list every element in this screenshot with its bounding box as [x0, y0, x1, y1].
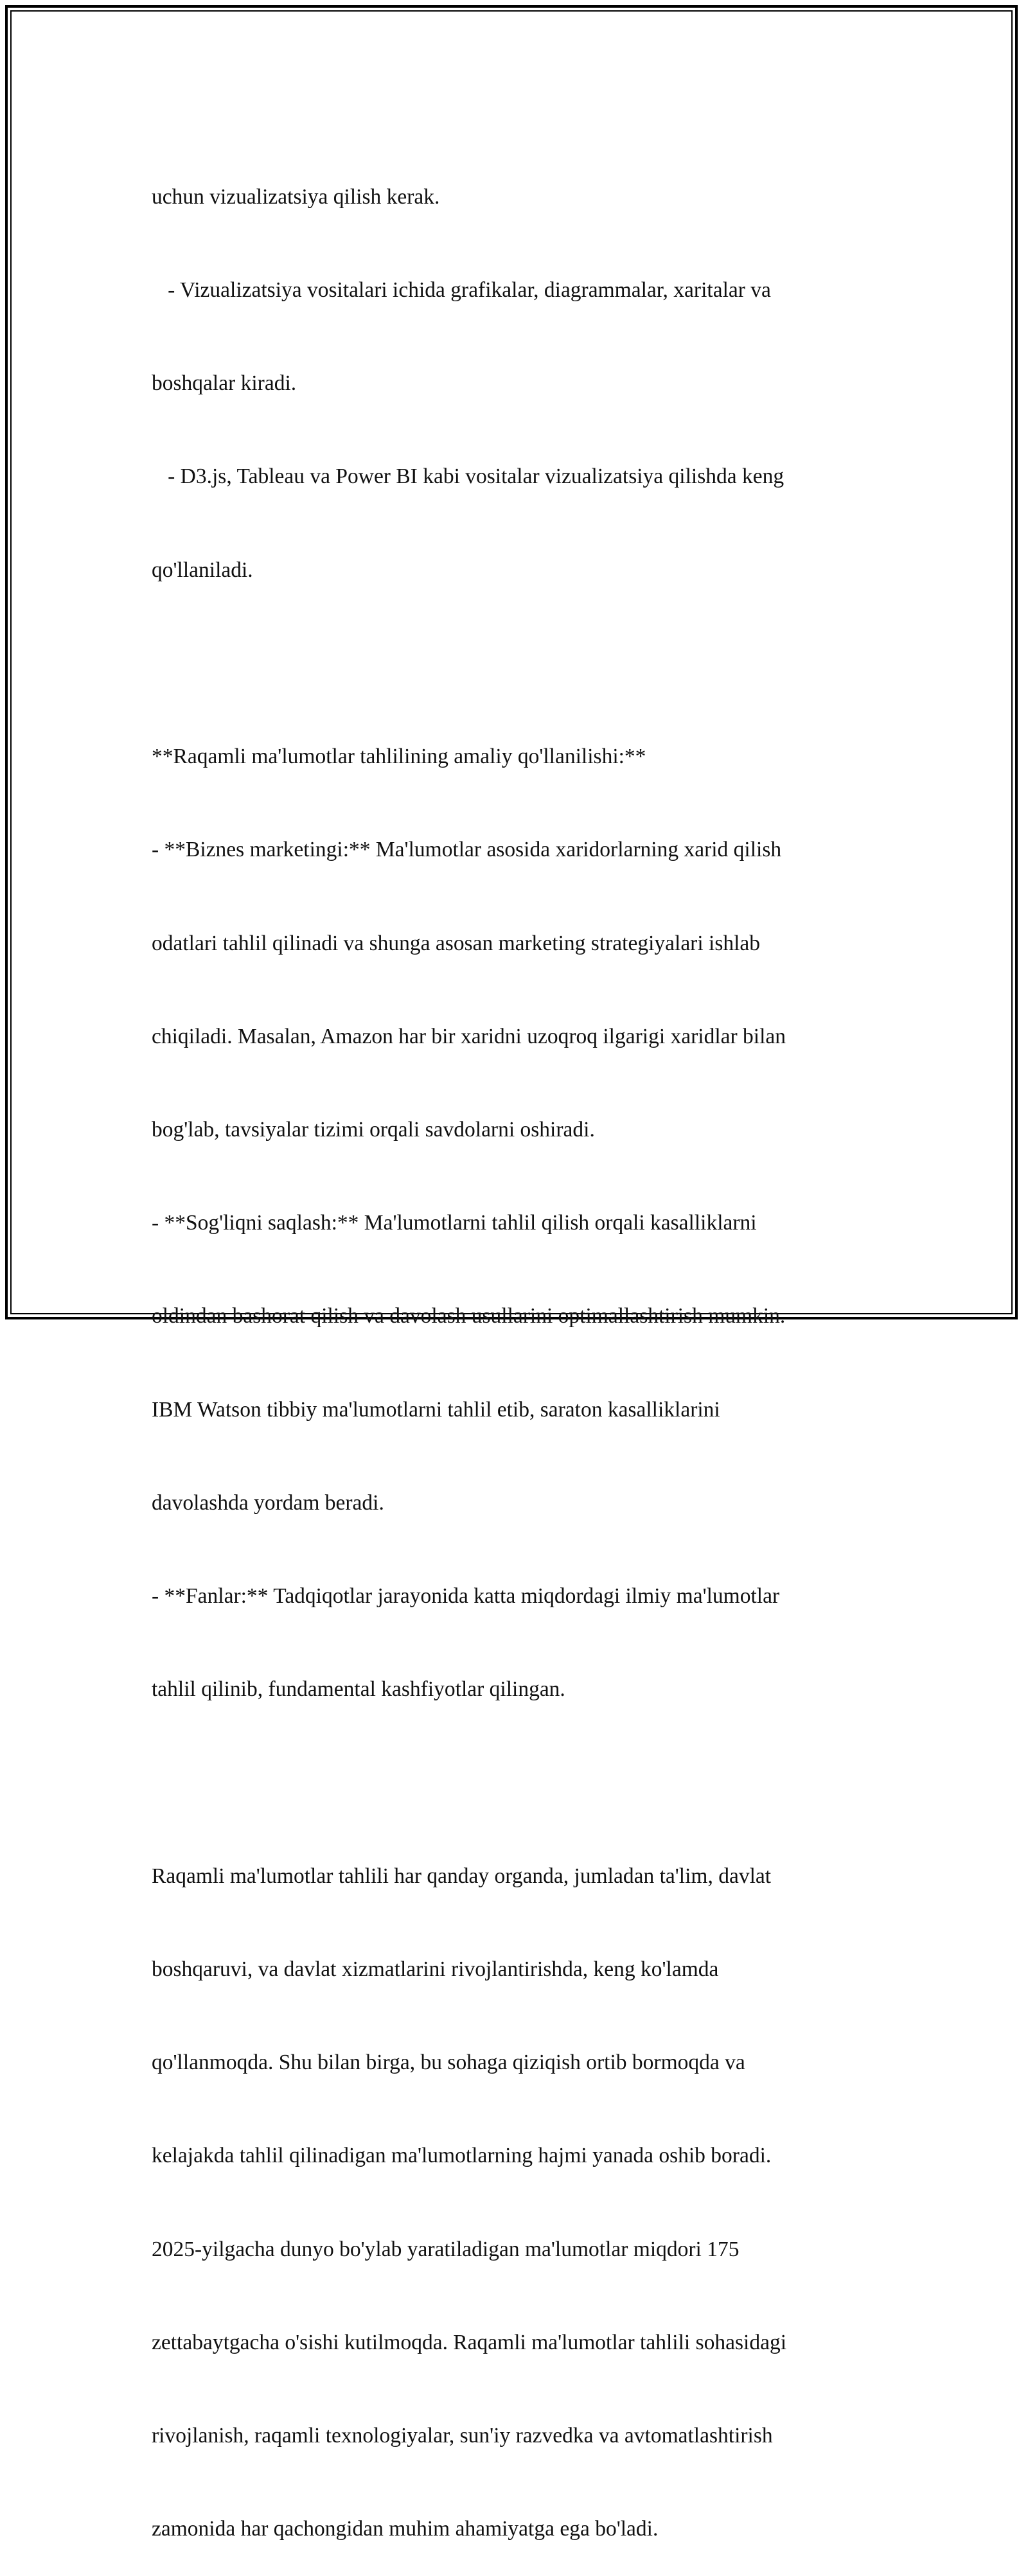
text-line: Raqamli ma'lumotlar tahlili har qanday organda, jumladan ta'lim, davlat [152, 1864, 772, 1888]
text-line: uchun vizualizatsiya qilish kerak. [152, 184, 440, 209]
text-line: tahlil qilinib, fundamental kashfiyotlar qilingan. [152, 1677, 565, 1702]
text-line: oldindan bashorat qilish va davolash usullarini optimallashtirish mumkin. [152, 1304, 786, 1328]
text-line: kelajakda tahlil qilinadigan ma'lumotlarning hajmi yanada oshib boradi. [152, 2144, 772, 2168]
text-line: - **Fanlar:** Tadqiqotlar jarayonida katta miqdordagi ilmiy ma'lumotlar [152, 1584, 780, 1609]
text-line: - **Biznes marketingi:** Ma'lumotlar asosida xaridorlarning xarid qilish [152, 838, 782, 862]
text-line: 2025-yilgacha dunyo bo'ylab yaratiladigan ma'lumotlar miqdori 175 [152, 2237, 740, 2261]
text-line: boshqaruvi, va davlat xizmatlarini rivojlantirishda, keng ko'lamda [152, 1957, 719, 1981]
text-line: - Vizualizatsiya vositalari ichida grafikalar, diagrammalar, xaritalar va [152, 278, 771, 303]
text-line: odatlari tahlil qilinadi va shunga asosan marketing strategiyalari ishlab [152, 931, 761, 955]
blank-line [152, 1768, 878, 1799]
text-line: boshqalar kiradi. [152, 371, 297, 396]
text-line: qo'llanmoqda. Shu bilan birga, bu sohaga qiziqish ortib bormoqda va [152, 2051, 745, 2075]
section-heading: **Raqamli ma'lumotlar tahlilining amaliy qo'llanilishi:** [152, 745, 646, 769]
text-line: bog'lab, tavsiyalar tizimi orqali savdolarni oshiradi. [152, 1117, 595, 1142]
text-line: davolashda yordam beradi. [152, 1490, 384, 1515]
document-body [152, 119, 878, 2576]
text-line: zettabaytgacha o'sishi kutilmoqda. Raqamli ma'lumotlar tahlili sohasidagi [152, 2330, 787, 2354]
text-line: - **Sog'liqni saqlash:** Ma'lumotlarni tahlil qilish orqali kasalliklarni [152, 1211, 757, 1235]
text-line: - D3.js, Tableau va Power BI kabi vositalar vizualizatsiya qilishda keng [152, 464, 784, 489]
text-line: chiqiladi. Masalan, Amazon har bir xaridni uzoqroq ilgarigi xaridlar bilan [152, 1024, 786, 1048]
text-line: zamonida har qachongidan muhim ahamiyatga ega bo'ladi. [152, 2517, 659, 2541]
text-line: IBM Watson tibbiy ma'lumotlarni tahlil etib, saraton kasalliklarini [152, 1397, 720, 1422]
blank-line [152, 648, 878, 679]
text-line: rivojlanish, raqamli texnologiyalar, sun'iy razvedka va avtomatlashtirish [152, 2424, 773, 2448]
text-line: qo'llaniladi. [152, 558, 253, 582]
